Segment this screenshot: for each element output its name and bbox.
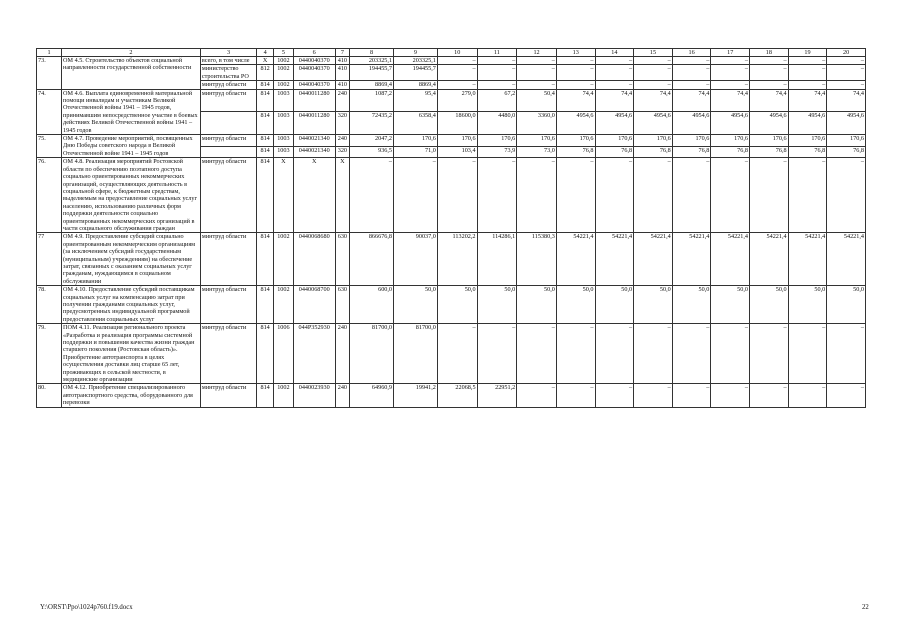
value-cell: –	[750, 81, 789, 89]
value-cell: –	[517, 324, 557, 384]
value-cell: 50,0	[394, 286, 438, 324]
value-cell: –	[556, 384, 595, 407]
value-cell: 240	[335, 89, 350, 112]
value-cell: 95,4	[394, 89, 438, 112]
value-cell: 170,6	[477, 135, 517, 147]
value-cell: –	[827, 57, 866, 65]
value-cell: X	[335, 158, 350, 233]
value-cell: –	[827, 81, 866, 89]
value-cell: –	[517, 81, 557, 89]
column-number-cell: 9	[394, 49, 438, 57]
executor-cell: минтруд области	[200, 384, 256, 407]
executor-cell	[200, 146, 256, 158]
value-cell: –	[634, 324, 673, 384]
value-cell: 0440040370	[293, 65, 335, 81]
value-cell: –	[672, 158, 711, 233]
value-cell: 814	[257, 146, 274, 158]
value-cell: 170,6	[750, 135, 789, 147]
value-cell: 73,0	[517, 146, 557, 158]
value-cell: –	[634, 158, 673, 233]
row-number-cell: 77	[37, 233, 62, 286]
value-cell: 54221,4	[827, 233, 866, 286]
value-cell: 812	[257, 65, 274, 81]
value-cell: –	[711, 384, 750, 407]
value-cell: 114286,1	[477, 233, 517, 286]
value-cell: 54221,4	[634, 233, 673, 286]
value-cell: –	[595, 384, 634, 407]
value-cell: –	[634, 81, 673, 89]
column-number-cell: 2	[62, 49, 201, 57]
executor-cell: министерство строительства РО	[200, 65, 256, 81]
value-cell: –	[711, 57, 750, 65]
value-cell: 74,4	[672, 89, 711, 112]
footer-file-path: Y:\ORST\Ppo\1024p760.f19.docx	[40, 604, 133, 611]
measure-name-cell: ПОМ 4.11. Реализация регионального проекта «Разработка и реализация программы системной поддержки и повышения качества жизни граждан старшего поколения (Ростовская область)». Приобретение автотранспорта в целях осуществления доставки лиц старше 65 лет, проживающих в сельской местности, в медицинские организации	[62, 324, 201, 384]
column-number-cell: 4	[257, 49, 274, 57]
value-cell: 240	[335, 384, 350, 407]
value-cell: –	[634, 384, 673, 407]
value-cell: 76,8	[634, 146, 673, 158]
value-cell: 1003	[273, 146, 293, 158]
value-cell: 76,8	[711, 146, 750, 158]
value-cell: 044P352930	[293, 324, 335, 384]
value-cell: 0440011280	[293, 112, 335, 135]
value-cell: 50,0	[827, 286, 866, 324]
value-cell: –	[634, 57, 673, 65]
value-cell: –	[788, 384, 827, 407]
column-number-cell: 11	[477, 49, 517, 57]
value-cell: –	[788, 81, 827, 89]
value-cell: 74,4	[788, 89, 827, 112]
value-cell: 8869,4	[350, 81, 394, 89]
executor-cell: минтруд области	[200, 286, 256, 324]
value-cell: –	[595, 158, 634, 233]
value-cell: 814	[257, 286, 274, 324]
value-cell: 8869,4	[394, 81, 438, 89]
table-row	[37, 57, 866, 65]
value-cell: –	[750, 384, 789, 407]
value-cell: 50,0	[595, 286, 634, 324]
value-cell: –	[350, 158, 394, 233]
executor-cell: всего, в том числе	[200, 57, 256, 65]
value-cell: 74,4	[595, 89, 634, 112]
value-cell: –	[634, 65, 673, 81]
measure-name-cell: ОМ 4.5. Строительство объектов социальной направленности государственной собственности	[62, 57, 201, 90]
value-cell: 18600,0	[437, 112, 477, 135]
value-cell: –	[517, 384, 557, 407]
value-cell: –	[477, 158, 517, 233]
value-cell: 3360,0	[517, 112, 557, 135]
value-cell: 0440068680	[293, 233, 335, 286]
value-cell: 50,0	[477, 286, 517, 324]
value-cell: 1006	[273, 324, 293, 384]
value-cell: 814	[257, 89, 274, 112]
value-cell: –	[827, 158, 866, 233]
table-row	[37, 384, 866, 407]
value-cell: 0440040370	[293, 57, 335, 65]
value-cell: 240	[335, 135, 350, 147]
value-cell: 74,4	[827, 89, 866, 112]
column-number-cell: 12	[517, 49, 557, 57]
value-cell: 1003	[273, 89, 293, 112]
budget-table	[36, 48, 866, 408]
value-cell: –	[788, 65, 827, 81]
value-cell: 115380,3	[517, 233, 557, 286]
value-cell: –	[788, 158, 827, 233]
value-cell: 76,8	[672, 146, 711, 158]
value-cell: 64960,9	[350, 384, 394, 407]
executor-cell: минтруд области	[200, 89, 256, 112]
value-cell: 73,9	[477, 146, 517, 158]
value-cell: 170,6	[634, 135, 673, 147]
value-cell: 50,0	[437, 286, 477, 324]
value-cell: 76,8	[750, 146, 789, 158]
value-cell: 0440023930	[293, 384, 335, 407]
measure-name-cell: ОМ 4.10. Предоставление субсидий поставщикам социальных услуг на компенсацию затрат при получении гражданами социальных услуг, предусмотренных индивидуальной программой предоставления социальных услуг	[62, 286, 201, 324]
value-cell: 54221,4	[788, 233, 827, 286]
value-cell: 74,4	[750, 89, 789, 112]
value-cell: 866676,8	[350, 233, 394, 286]
value-cell: 81700,0	[394, 324, 438, 384]
table-row	[37, 233, 866, 286]
measure-name-cell: ОМ 4.7. Проведение мероприятий, посвященных Дню Победы советского народа в Великой Отечественной войне 1941 – 1945 годов	[62, 135, 201, 158]
value-cell: 1002	[273, 81, 293, 89]
column-number-cell: 17	[711, 49, 750, 57]
value-cell: 1003	[273, 135, 293, 147]
value-cell: 203325,1	[350, 57, 394, 65]
table-body	[37, 49, 866, 408]
row-number-cell: 76.	[37, 158, 62, 233]
value-cell: 4954,6	[750, 112, 789, 135]
value-cell: –	[750, 57, 789, 65]
value-cell: –	[595, 57, 634, 65]
column-number-cell: 19	[788, 49, 827, 57]
value-cell: 67,2	[477, 89, 517, 112]
column-number-cell: 7	[335, 49, 350, 57]
value-cell: 50,0	[672, 286, 711, 324]
value-cell: 1002	[273, 57, 293, 65]
value-cell: 74,4	[556, 89, 595, 112]
value-cell: 54221,4	[672, 233, 711, 286]
value-cell: 50,0	[750, 286, 789, 324]
value-cell: 0440021340	[293, 146, 335, 158]
value-cell: –	[595, 81, 634, 89]
column-number-cell: 16	[672, 49, 711, 57]
value-cell: –	[711, 324, 750, 384]
value-cell: –	[437, 158, 477, 233]
value-cell: 4954,6	[788, 112, 827, 135]
value-cell: 410	[335, 65, 350, 81]
value-cell: 814	[257, 324, 274, 384]
footer-page-number: 22	[862, 604, 869, 611]
value-cell: 240	[335, 324, 350, 384]
value-cell: 170,6	[788, 135, 827, 147]
value-cell: –	[672, 57, 711, 65]
value-cell: X	[273, 158, 293, 233]
value-cell: –	[595, 324, 634, 384]
column-number-row	[37, 49, 866, 57]
row-number-cell: 78.	[37, 286, 62, 324]
value-cell: 76,8	[827, 146, 866, 158]
value-cell: –	[517, 158, 557, 233]
row-number-cell: 75.	[37, 135, 62, 158]
value-cell: 1087,2	[350, 89, 394, 112]
value-cell: 19941,2	[394, 384, 438, 407]
value-cell: 2047,2	[350, 135, 394, 147]
value-cell: 936,5	[350, 146, 394, 158]
row-number-cell: 73.	[37, 57, 62, 90]
value-cell: –	[827, 384, 866, 407]
value-cell: 814	[257, 81, 274, 89]
value-cell: 4480,0	[477, 112, 517, 135]
column-number-cell: 20	[827, 49, 866, 57]
value-cell: 170,6	[827, 135, 866, 147]
column-number-cell: 14	[595, 49, 634, 57]
value-cell: 50,0	[711, 286, 750, 324]
value-cell: –	[437, 324, 477, 384]
value-cell: 0440021340	[293, 135, 335, 147]
value-cell: –	[437, 57, 477, 65]
value-cell: –	[477, 57, 517, 65]
column-number-cell: 5	[273, 49, 293, 57]
value-cell: 72435,2	[350, 112, 394, 135]
column-number-cell: 8	[350, 49, 394, 57]
value-cell: 4954,6	[556, 112, 595, 135]
value-cell: 1002	[273, 384, 293, 407]
value-cell: 50,0	[517, 286, 557, 324]
measure-name-cell: ОМ 4.6. Выплата единовременной материальной помощи инвалидам и участникам Великой Отечественной войны 1941 – 1945 годов, принимавшим непосредственное участие в боевых действиях Великой Отечественной войны 1941 – 1945 годов	[62, 89, 201, 134]
value-cell: 814	[257, 384, 274, 407]
value-cell: 814	[257, 135, 274, 147]
value-cell: 170,6	[556, 135, 595, 147]
value-cell: 170,6	[711, 135, 750, 147]
value-cell: X	[293, 158, 335, 233]
executor-cell: минтруд области	[200, 324, 256, 384]
value-cell: –	[788, 57, 827, 65]
column-number-cell: 13	[556, 49, 595, 57]
column-number-cell: 18	[750, 49, 789, 57]
value-cell: 814	[257, 233, 274, 286]
value-cell: 103,4	[437, 146, 477, 158]
value-cell: –	[437, 81, 477, 89]
value-cell: –	[788, 324, 827, 384]
value-cell: 50,4	[517, 89, 557, 112]
value-cell: 1002	[273, 65, 293, 81]
value-cell: –	[827, 324, 866, 384]
row-number-cell: 80.	[37, 384, 62, 407]
value-cell: –	[517, 65, 557, 81]
table-row	[37, 89, 866, 112]
value-cell: –	[437, 65, 477, 81]
value-cell: –	[556, 57, 595, 65]
value-cell: –	[672, 324, 711, 384]
value-cell: –	[672, 384, 711, 407]
value-cell: 74,4	[634, 89, 673, 112]
column-number-cell: 3	[200, 49, 256, 57]
value-cell: 71,0	[394, 146, 438, 158]
value-cell: –	[556, 81, 595, 89]
value-cell: 320	[335, 112, 350, 135]
value-cell: 76,8	[595, 146, 634, 158]
table-row	[37, 158, 866, 233]
value-cell: 76,8	[788, 146, 827, 158]
value-cell: 4954,6	[595, 112, 634, 135]
value-cell: 54221,4	[556, 233, 595, 286]
value-cell: 4954,6	[672, 112, 711, 135]
value-cell: 170,6	[672, 135, 711, 147]
measure-name-cell: ОМ 4.12. Приобретение специализированного автотранспортного средства, оборудованного для перевозки	[62, 384, 201, 407]
value-cell: 0440068700	[293, 286, 335, 324]
value-cell: 4954,6	[711, 112, 750, 135]
value-cell: 50,0	[556, 286, 595, 324]
value-cell: –	[394, 158, 438, 233]
value-cell: –	[672, 81, 711, 89]
value-cell: 203325,1	[394, 57, 438, 65]
value-cell: 170,6	[394, 135, 438, 147]
value-cell: 74,4	[711, 89, 750, 112]
value-cell: –	[556, 65, 595, 81]
value-cell: 320	[335, 146, 350, 158]
value-cell: 76,8	[556, 146, 595, 158]
executor-cell	[200, 112, 256, 135]
value-cell: –	[750, 324, 789, 384]
value-cell: –	[556, 158, 595, 233]
value-cell: 50,0	[788, 286, 827, 324]
measure-name-cell: ОМ 4.8. Реализация мероприятий Ростовской области по обеспечению поэтапного доступа социально ориентированных некоммерческих организаций, осуществляющих деятельность в социальной сфере, к бюджетным средствам, выделяемым на предоставление социальных услуг населению, использованию различных форм поддержки деятельности социально ориентированных некоммерческих организаций в части социального обслуживания граждан	[62, 158, 201, 233]
value-cell: 0440011280	[293, 89, 335, 112]
value-cell: –	[517, 57, 557, 65]
row-number-cell: 74.	[37, 89, 62, 134]
column-number-cell: 10	[437, 49, 477, 57]
value-cell: –	[711, 81, 750, 89]
value-cell: –	[672, 65, 711, 81]
value-cell: 54221,4	[595, 233, 634, 286]
value-cell: –	[711, 158, 750, 233]
value-cell: –	[595, 65, 634, 81]
value-cell: 6358,4	[394, 112, 438, 135]
executor-cell: минтруд области	[200, 135, 256, 147]
executor-cell: минтруд области	[200, 158, 256, 233]
value-cell: 22068,5	[437, 384, 477, 407]
executor-cell: минтруд области	[200, 233, 256, 286]
value-cell: –	[556, 324, 595, 384]
value-cell: 279,0	[437, 89, 477, 112]
value-cell: 170,6	[595, 135, 634, 147]
value-cell: 54221,4	[711, 233, 750, 286]
value-cell: 170,6	[437, 135, 477, 147]
value-cell: 814	[257, 158, 274, 233]
value-cell: 410	[335, 57, 350, 65]
value-cell: 630	[335, 286, 350, 324]
value-cell: 113202,2	[437, 233, 477, 286]
value-cell: –	[827, 65, 866, 81]
table-row	[37, 286, 866, 324]
value-cell: –	[750, 65, 789, 81]
table-row	[37, 135, 866, 147]
value-cell: 54221,4	[750, 233, 789, 286]
row-number-cell: 79.	[37, 324, 62, 384]
value-cell: 50,0	[634, 286, 673, 324]
value-cell: 630	[335, 233, 350, 286]
value-cell: 81700,0	[350, 324, 394, 384]
value-cell: 814	[257, 112, 274, 135]
column-number-cell: 1	[37, 49, 62, 57]
value-cell: –	[750, 158, 789, 233]
value-cell: 194455,7	[350, 65, 394, 81]
value-cell: 170,6	[517, 135, 557, 147]
value-cell: –	[711, 65, 750, 81]
value-cell: 90037,0	[394, 233, 438, 286]
value-cell: –	[477, 65, 517, 81]
value-cell: 1002	[273, 286, 293, 324]
value-cell: 22951,2	[477, 384, 517, 407]
value-cell: 1002	[273, 233, 293, 286]
value-cell: 0440040370	[293, 81, 335, 89]
value-cell: 194455,7	[394, 65, 438, 81]
column-number-cell: 6	[293, 49, 335, 57]
value-cell: 1003	[273, 112, 293, 135]
value-cell: 4954,6	[827, 112, 866, 135]
value-cell: 600,0	[350, 286, 394, 324]
value-cell: 4954,6	[634, 112, 673, 135]
value-cell: 410	[335, 81, 350, 89]
executor-cell: минтруд области	[200, 81, 256, 89]
column-number-cell: 15	[634, 49, 673, 57]
value-cell: –	[477, 324, 517, 384]
value-cell: X	[257, 57, 274, 65]
measure-name-cell: ОМ 4.9. Предоставление субсидий социально ориентированным некоммерческим организациям (за исключением субсидий государственным (муниципальным) учреждениям) на обеспечение затрат, связанных с оказанием социальных услуг гражданам, нуждающимся в социальном обслуживании	[62, 233, 201, 286]
table-row	[37, 324, 866, 384]
value-cell: –	[477, 81, 517, 89]
